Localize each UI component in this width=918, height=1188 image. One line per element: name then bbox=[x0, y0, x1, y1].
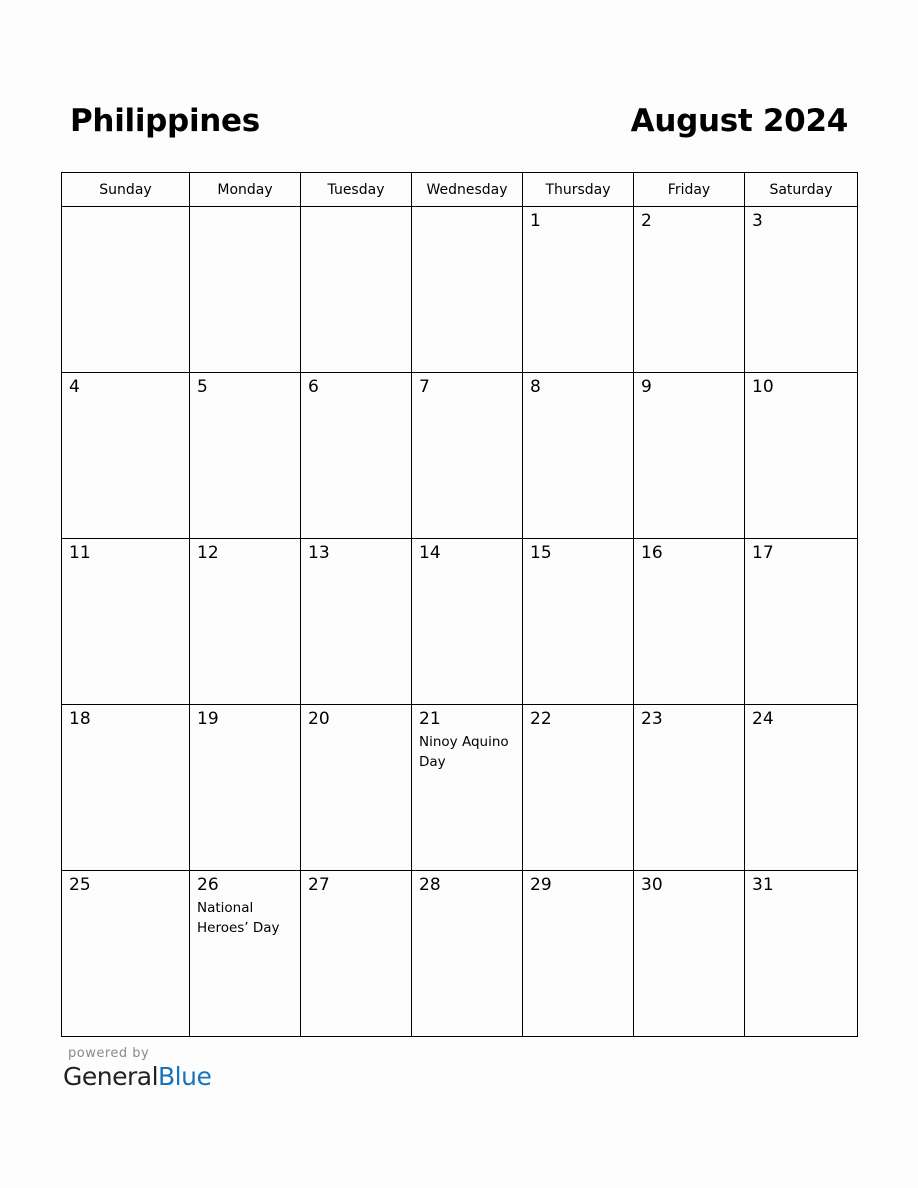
day-cell bbox=[745, 871, 858, 1037]
day-cell bbox=[523, 373, 634, 539]
day-cell bbox=[634, 539, 745, 705]
day-cell bbox=[190, 871, 301, 1037]
weekday-header: Friday bbox=[634, 173, 745, 207]
day-number: 31 bbox=[752, 875, 774, 895]
weekday-header: Tuesday bbox=[301, 173, 412, 207]
day-number: 19 bbox=[197, 709, 219, 729]
day-cell bbox=[62, 871, 190, 1037]
weekday-header: Wednesday bbox=[412, 173, 523, 207]
day-cell bbox=[745, 539, 858, 705]
day-cell bbox=[412, 539, 523, 705]
day-number: 30 bbox=[641, 875, 663, 895]
weekday-header-row bbox=[62, 173, 858, 207]
day-cell bbox=[412, 373, 523, 539]
day-number: 14 bbox=[419, 543, 441, 563]
weekday-header: Sunday bbox=[62, 173, 190, 207]
day-number: 9 bbox=[641, 377, 652, 397]
day-number: 2 bbox=[641, 211, 652, 231]
weekday-header: Monday bbox=[190, 173, 301, 207]
day-cell bbox=[412, 705, 523, 871]
day-cell bbox=[62, 207, 190, 373]
day-number: 16 bbox=[641, 543, 663, 563]
holiday-label: National Heroes’ Day bbox=[197, 900, 280, 936]
weekday-header: Saturday bbox=[745, 173, 858, 207]
day-number: 29 bbox=[530, 875, 552, 895]
page-title-country: Philippines bbox=[70, 103, 260, 139]
day-number: 6 bbox=[308, 377, 319, 397]
day-number: 21 bbox=[419, 709, 441, 729]
day-cell bbox=[190, 705, 301, 871]
day-cell bbox=[301, 207, 412, 373]
day-cell bbox=[412, 871, 523, 1037]
day-number: 17 bbox=[752, 543, 774, 563]
day-cell bbox=[634, 207, 745, 373]
day-number: 7 bbox=[419, 377, 430, 397]
day-cell bbox=[190, 207, 301, 373]
day-number: 11 bbox=[69, 543, 91, 563]
week-row bbox=[62, 705, 858, 871]
day-number: 12 bbox=[197, 543, 219, 563]
week-row bbox=[62, 207, 858, 373]
day-number: 5 bbox=[197, 377, 208, 397]
day-number bbox=[190, 207, 300, 211]
brand-blue-text: Blue bbox=[158, 1062, 212, 1091]
day-cell bbox=[745, 207, 858, 373]
day-number: 28 bbox=[419, 875, 441, 895]
day-cell bbox=[634, 705, 745, 871]
day-number: 8 bbox=[530, 377, 541, 397]
day-cell bbox=[412, 207, 523, 373]
day-cell bbox=[745, 373, 858, 539]
page-title-month: August 2024 bbox=[630, 103, 848, 139]
day-cell bbox=[634, 373, 745, 539]
day-cell bbox=[62, 539, 190, 705]
day-number: 25 bbox=[69, 875, 91, 895]
day-number: 10 bbox=[752, 377, 774, 397]
day-number bbox=[62, 207, 189, 211]
day-cell bbox=[62, 373, 190, 539]
day-cell bbox=[190, 373, 301, 539]
day-number: 13 bbox=[308, 543, 330, 563]
day-cell bbox=[523, 207, 634, 373]
day-cell bbox=[62, 705, 190, 871]
day-number bbox=[301, 207, 411, 211]
day-cell bbox=[301, 373, 412, 539]
day-cell bbox=[301, 871, 412, 1037]
generalblue-logo[interactable] bbox=[63, 1062, 211, 1091]
day-cell bbox=[634, 871, 745, 1037]
powered-by-label: powered by bbox=[68, 1046, 150, 1061]
day-number: 4 bbox=[69, 377, 80, 397]
brand-general-text: General bbox=[63, 1062, 159, 1091]
week-row bbox=[62, 871, 858, 1037]
calendar-grid bbox=[61, 172, 858, 1037]
day-number: 1 bbox=[530, 211, 541, 231]
day-number: 23 bbox=[641, 709, 663, 729]
day-cell bbox=[745, 705, 858, 871]
day-number: 26 bbox=[197, 875, 219, 895]
day-number bbox=[412, 207, 522, 211]
day-number: 24 bbox=[752, 709, 774, 729]
week-row bbox=[62, 539, 858, 705]
weekday-header: Thursday bbox=[523, 173, 634, 207]
day-number: 22 bbox=[530, 709, 552, 729]
holiday-label: Ninoy Aquino Day bbox=[419, 734, 509, 770]
day-cell bbox=[301, 705, 412, 871]
day-number: 15 bbox=[530, 543, 552, 563]
day-cell bbox=[523, 539, 634, 705]
day-cell bbox=[190, 539, 301, 705]
day-cell bbox=[523, 705, 634, 871]
day-number: 3 bbox=[752, 211, 763, 231]
week-row bbox=[62, 373, 858, 539]
day-number: 20 bbox=[308, 709, 330, 729]
day-number: 18 bbox=[69, 709, 91, 729]
day-number: 27 bbox=[308, 875, 330, 895]
day-cell bbox=[301, 539, 412, 705]
day-cell bbox=[523, 871, 634, 1037]
